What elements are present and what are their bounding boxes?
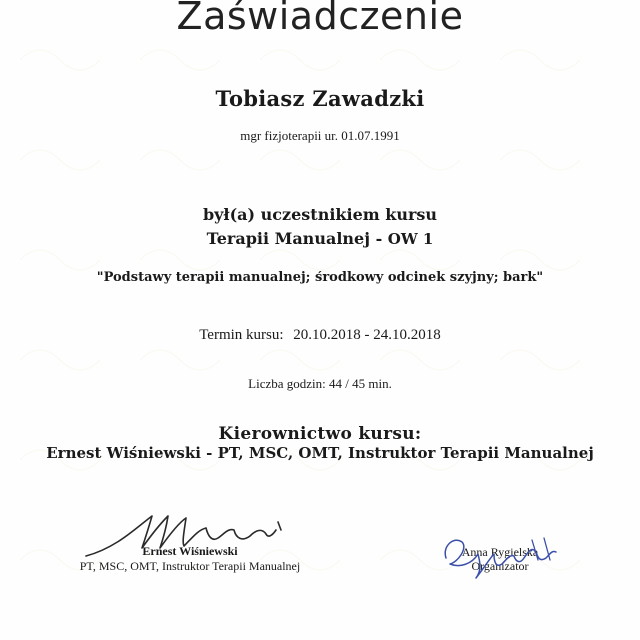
left-signatory-title: PT, MSC, OMT, Instruktor Terapii Manualnej: [79, 559, 301, 573]
term-dates: 20.10.2018 - 24.10.2018: [293, 327, 441, 343]
course-title: [0, 229, 640, 248]
certificate-title: Zaświadczenie: [176, 0, 464, 38]
management-name: Ernest Wiśniewski - PT, MSC, OMT, Instruktor Terapii Manualnej: [46, 444, 594, 462]
recipient-name: Tobiasz Zawadzki: [215, 86, 425, 111]
course-code: OW 1: [387, 230, 434, 248]
right-signatory-title: Organizator: [471, 559, 529, 573]
management-heading: Kierownictwo kursu:: [218, 424, 422, 444]
course-subtitle: "Podstawy terapii manualnej; środkowy odcinek szyjny; bark": [96, 270, 544, 285]
term-label: Termin kursu:: [199, 327, 284, 343]
left-signatory-name: Ernest Wiśniewski: [142, 544, 238, 558]
recipient-degree: mgr fizjoterapii ur. 01.07.1991: [240, 128, 400, 143]
hours-line: Liczba godzin: 44 / 45 min.: [248, 376, 392, 391]
right-signatory-name: Anna Rygielska: [461, 545, 539, 559]
participant-line: był(a) uczestnikiem kursu: [202, 205, 438, 224]
right-signature: [432, 528, 562, 584]
course-term: [0, 327, 640, 344]
course-name: Terapii Manualnej -: [206, 229, 388, 248]
